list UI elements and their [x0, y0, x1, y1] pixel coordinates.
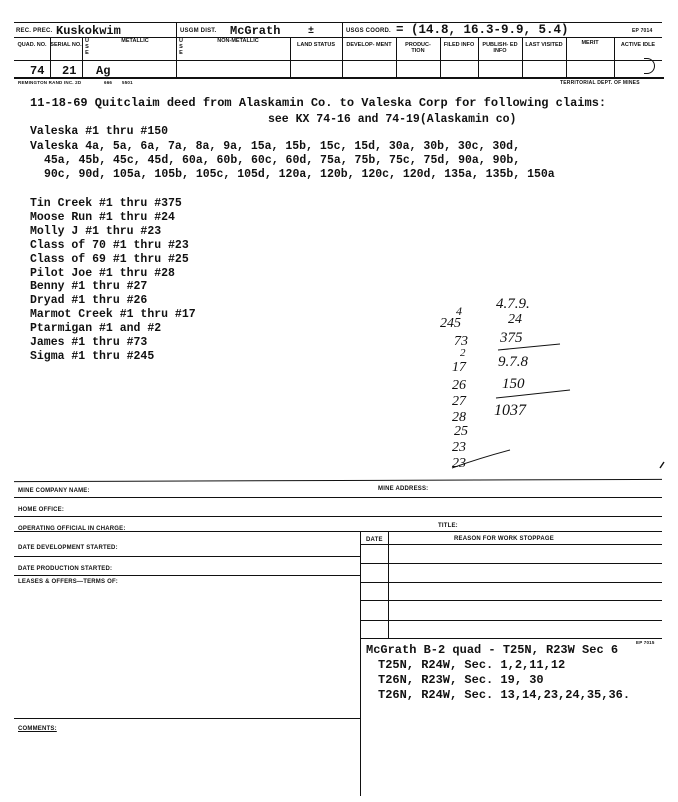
metallic-value: Ag: [96, 64, 111, 78]
coord-value: = (14.8, 16.3-9.9, 5.4): [396, 23, 569, 37]
claims-list: [30, 197, 196, 364]
comments-label: COMMENTS:: [18, 726, 57, 732]
hand-col1-6: 27: [452, 394, 466, 409]
col-land: LAND STATUS: [297, 42, 335, 48]
valeska-list-3: 90c, 90d, 105a, 105b, 105c, 105d, 120a, 120b, 120c, 120d, 135a, 135b, 150a: [44, 168, 555, 181]
operating-official-label: OPERATING OFFICIAL IN CHARGE:: [18, 526, 126, 532]
claim-item: Tin Creek #1 thru #375: [30, 197, 182, 210]
deed-line: 11-18-69 Quitclaim deed from Alaskamin Co. to Valeska Corp for following claims:: [30, 96, 607, 110]
footer-divider: [360, 531, 361, 796]
claim-item: Benny #1 thru #27: [30, 280, 148, 294]
dist-value: McGrath: [230, 24, 281, 38]
hand-col1-7: 28: [452, 410, 466, 425]
territorial-note: TERRITORIAL DEPT. OF MINES: [560, 80, 640, 86]
hand-col1-0: 4: [456, 304, 462, 318]
col-production: PRODUC- TION: [405, 42, 431, 54]
location-line-2: T25N, R24W, Sec. 1,2,11,12: [378, 658, 566, 672]
hand-col1-4: 17: [452, 360, 466, 375]
printer-code-2: 5501: [122, 80, 133, 85]
claim-item: Class of 70 #1 thru #23: [30, 238, 189, 252]
col-flags2: U S E: [179, 38, 183, 56]
home-office-label: HOME OFFICE:: [18, 507, 65, 513]
claim-item: Ptarmigan #1 and #2: [30, 322, 162, 336]
claim-item: Dryad #1 thru #26: [30, 294, 148, 308]
col-nonmetallic: NON-METALLIC: [217, 38, 259, 44]
mine-company-label: MINE COMPANY NAME:: [18, 488, 90, 494]
tally-rules: [430, 300, 670, 480]
printer-code-1: 666: [104, 80, 113, 85]
title-label: TITLE:: [438, 523, 458, 529]
location-line-3: T26N, R23W, Sec. 19, 30: [378, 673, 544, 687]
hand-col2-4: 150: [502, 376, 525, 392]
hand-col1-9: 23: [452, 440, 466, 455]
hand-col1-2: 73: [454, 334, 468, 349]
form-code-2: EP 7015: [636, 640, 655, 645]
hand-col1-10: 23: [452, 456, 466, 471]
claim-item: Sigma #1 thru #245: [30, 349, 155, 363]
claim-item: James #1 thru #73: [30, 336, 148, 350]
header-data-top-rule: [14, 60, 662, 61]
hand-col1-5: 26: [452, 378, 466, 393]
dist-mark: ±: [308, 26, 315, 37]
dev-started-label: DATE DEVELOPMENT STARTED:: [18, 545, 118, 551]
claim-item: Class of 69 #1 thru #25: [30, 252, 189, 266]
valeska-list-2: 45a, 45b, 45c, 45d, 60a, 60b, 60c, 60d, 75a, 75b, 75c, 75d, 90a, 90b,: [44, 154, 521, 167]
col-flags: U S E: [85, 38, 89, 56]
claim-item: Molly J #1 thru #23: [30, 224, 162, 238]
hand-col2-5: 1037: [494, 402, 526, 419]
hand-col2-2: 375: [500, 330, 523, 346]
hand-col2-0: 4.7.9.: [496, 296, 530, 312]
hand-col1-1: 245: [440, 316, 461, 331]
leases-label: LEASES & OFFERS—TERMS OF:: [18, 579, 119, 585]
col-develop: DEVELOP- MENT: [346, 42, 392, 48]
col-metallic: METALLIC: [121, 38, 149, 44]
claim-item: Pilot Joe #1 thru #28: [30, 266, 175, 280]
col-filed: FILED INFO: [443, 42, 475, 48]
printer-note: REMINGTON RAND INC. 2D: [18, 80, 82, 85]
hand-col1-3: 2: [460, 347, 466, 359]
coord-label: USGS COORD.: [346, 28, 391, 34]
hand-col1-8: 25: [454, 424, 468, 439]
hand-col2-3: 9.7.8: [498, 354, 528, 370]
location-line-1: McGrath B-2 quad - T25N, R23W Sec 6: [366, 643, 619, 657]
valeska-range: Valeska #1 thru #150: [30, 125, 169, 138]
col-merit: MERIT: [581, 40, 599, 46]
col-quad: QUAD. NO.: [17, 42, 47, 48]
hand-col2-1: 24: [508, 312, 522, 327]
claim-item: Marmot Creek #1 thru #17: [30, 308, 196, 322]
footer-top-rule: [14, 479, 662, 482]
mine-address-label: MINE ADDRESS:: [378, 486, 429, 492]
reason-label: REASON FOR WORK STOPPAGE: [454, 536, 554, 542]
dist-label: USGM DIST.: [180, 28, 217, 34]
location-line-4: T26N, R24W, Sec. 13,14,23,24,35,36.: [378, 688, 631, 702]
rec-prec-label: REC. PREC.: [16, 28, 53, 34]
prod-started-label: DATE PRODUCTION STARTED:: [18, 566, 113, 572]
valeska-list-1: Valeska 4a, 5a, 6a, 7a, 8a, 9a, 15a, 15b, 15c, 15d, 30a, 30b, 30c, 30d,: [30, 140, 520, 153]
col-last: LAST VISITED: [525, 42, 563, 48]
rec-prec-value: Kuskokwim: [56, 24, 121, 38]
claim-item: Moose Run #1 thru #24: [30, 210, 175, 224]
serial-value: 21: [62, 64, 77, 78]
quad-value: 74: [30, 64, 45, 78]
col-published: PUBLISH- ED INFO: [482, 42, 518, 54]
header-bottom-rule: [14, 77, 664, 79]
date-label: DATE: [366, 537, 383, 543]
col-active: ACTIVE IDLE: [620, 42, 656, 48]
reference-line: see KX 74-16 and 74-19(Alaskamin co): [268, 113, 517, 126]
col-serial: SERIAL NO.: [50, 42, 82, 48]
active-idle-mark: [644, 58, 655, 74]
form-code: EP 7014: [632, 28, 653, 34]
